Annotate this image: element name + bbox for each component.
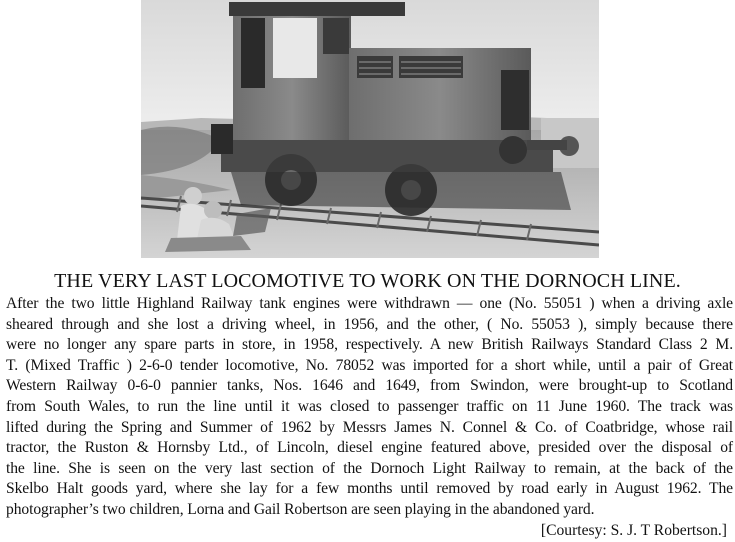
caption-line: Skelbo Halt goods yard, where she lay for a few months until removed by road early in August 1962. The xyxy=(6,480,733,498)
caption-line: After the two little Highland Railway tank engines were withdrawn — one (No. 55051 ) when a driving axle xyxy=(6,295,733,312)
locomotive-photo xyxy=(141,0,599,258)
photo-credit: [Courtesy: S. J. T Robertson.] xyxy=(540,522,727,539)
caption-line: were no longer any spare parts in store, in 1958, respectively. A new British Railways Standard Class 2 M. xyxy=(6,336,733,354)
caption-line: Western Railway 0-6-0 pannier tanks, Nos. 1646 and 1649, from Swindon, were brought-up to Scotland xyxy=(6,377,733,395)
caption-line: photographer’s two children, Lorna and Gail Robertson are seen playing in the abandoned yard. xyxy=(6,500,595,518)
caption-line: tractor, the Ruston & Hornsby Ltd., of Lincoln, diesel engine featured above, presided over the disposal of xyxy=(6,439,733,457)
caption-body xyxy=(6,294,733,521)
locomotive-photo-drawing xyxy=(141,0,599,258)
caption-line: the line. She is seen on the very last section of the Dornoch Light Railway to remain, at the back of the xyxy=(6,459,733,477)
caption-title: THE VERY LAST LOCOMOTIVE TO WORK ON THE DORNOCH LINE. xyxy=(54,270,681,292)
caption-line: sheared through and she lost a driving wheel, in 1956, and the other, ( No. 55053 ), simply because there xyxy=(6,315,733,333)
caption-line: lifted during the Spring and Summer of 1962 by Messrs James N. Connel & Co. of Coatbridge, whose rail xyxy=(6,418,733,436)
caption-line: T. (Mixed Traffic ) 2-6-0 tender locomotive, No. 78052 was imported for a short while, until a pair of Great xyxy=(6,356,733,374)
caption-line: from South Wales, to run the line until it was closed to passenger traffic on 11 June 1960. The track was xyxy=(6,397,733,415)
